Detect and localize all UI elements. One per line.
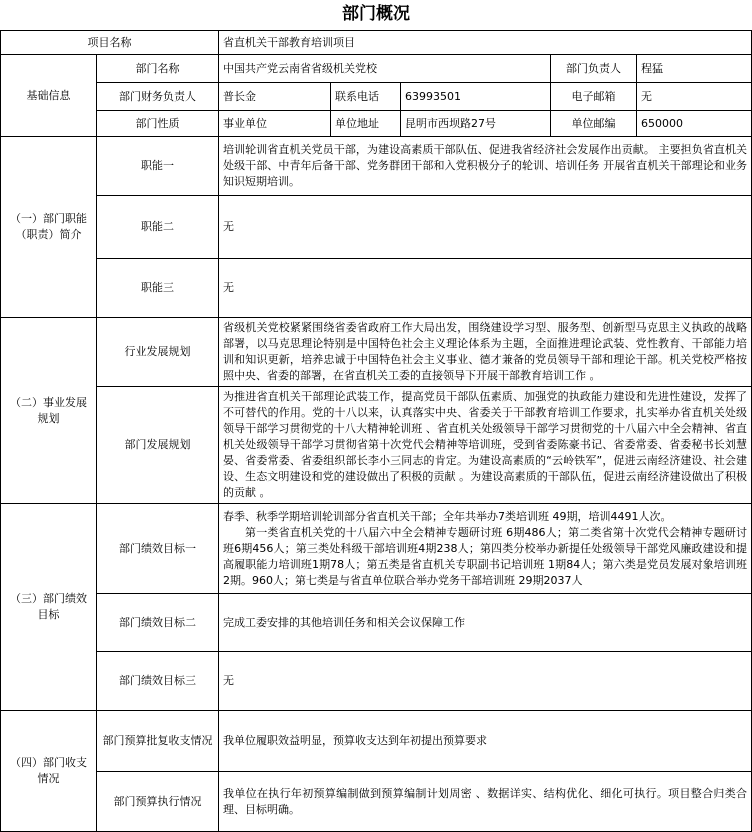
dept-plan-label: 部门发展规划: [97, 387, 219, 504]
function-1-label: 职能一: [97, 137, 219, 196]
address-value: 昆明市西坝路27号: [401, 111, 551, 137]
industry-plan-text: 省级机关党校紧紧围绕省委省政府工作大局出发，围绕建设学习型、服务型、创新型马克思主义执政的战略部署，以马克思理论特别是中国特色社会主义理论体系为主题，全面推进理论武装、党性教育、干部能力培训和知识更新，培养忠诚于中国特色社会主义事业、德才兼备的党员领导干部和理论干部。机关党校严格按照中央、省委的部署，在省直机关工委的直接领导下开展干部教育培训工作 。: [219, 318, 752, 387]
phone-value: 63993501: [401, 83, 551, 111]
budget-row-2: [1, 772, 752, 832]
goal-1-label: 部门绩效目标一: [97, 504, 219, 594]
dept-head-value: 程猛: [637, 55, 752, 83]
plans-section-label: （二）事业发展规划: [1, 318, 97, 504]
function-2-text: 无: [219, 196, 752, 259]
function-3-text: 无: [219, 259, 752, 318]
goal-3-label: 部门绩效目标三: [97, 652, 219, 711]
goal-row-1: [1, 504, 752, 594]
goal-1-text: [219, 504, 752, 594]
budget-row-1: [1, 711, 752, 772]
email-value: 无: [637, 83, 752, 111]
dept-name-value: 中国共产党云南省省级机关党校: [219, 55, 551, 83]
goal-row-3: [1, 652, 752, 711]
finance-head-value: 普长金: [219, 83, 331, 111]
project-row: [1, 31, 752, 55]
goal-2-label: 部门绩效目标二: [97, 594, 219, 652]
plan-row-2: [1, 387, 752, 504]
budget-approve-label: 部门预算批复收支情况: [97, 711, 219, 772]
functions-section-label: （一）部门职能（职责）简介: [1, 137, 97, 318]
goal-1-line-2: 第一类省直机关党的十八届六中全会精神专题研讨班 6期486人；第二类省第十次党代会精神专题研讨班6期456人；第三类处科级干部培训班4期238人；第四类分校举办新提任处级领导干部党风廉政建设和提高履职能力培训班1期78人；第五类是省直机关专职副书记培训班 1期84人；第六类是党员发展对象培训班2期。960人；第七类是与省直单位联合举办党务干部培训班 29期2037人: [223, 525, 748, 587]
basic-row-3: [1, 111, 752, 137]
basic-info-label: 基础信息: [1, 55, 97, 137]
goal-3-text: 无: [219, 652, 752, 711]
budget-approve-text: 我单位履职效益明显，预算收支达到年初提出预算要求: [219, 711, 752, 772]
dept-name-label: 部门名称: [97, 55, 219, 83]
dept-nature-label: 部门性质: [97, 111, 219, 137]
function-row-1: [1, 137, 752, 196]
plan-row-1: [1, 318, 752, 387]
goal-1-line-1: 春季、秋季学期培训轮训部分省直机关干部；全年共举办7类培训班 49期，培训4491人次。: [223, 509, 672, 523]
dept-nature-value: 事业单位: [219, 111, 331, 137]
goal-row-2: [1, 594, 752, 652]
page-title: 部门概况: [342, 4, 410, 24]
function-row-2: [1, 196, 752, 259]
function-1-text: 培训轮训省直机关党员干部，为建设高素质干部队伍、促进我省经济社会发展作出贡献。 主要担负省直机关处级干部、中青年后备干部、党务群团干部和入党积极分子的轮训、培训任务 开展省直机关干部理论和业务知识短期培训。: [219, 137, 752, 196]
dept-overview-table: [0, 30, 752, 832]
function-3-label: 职能三: [97, 259, 219, 318]
basic-row-1: [1, 55, 752, 83]
email-label: 电子邮箱: [551, 83, 637, 111]
address-label: 单位地址: [331, 111, 401, 137]
project-name-label: 项目名称: [1, 31, 219, 55]
budget-exec-text: 我单位在执行年初预算编制做到预算编制计划周密 、数据详实、结构优化、细化可执行。项目整合归类合理、目标明确。: [219, 772, 752, 832]
dept-head-label: 部门负责人: [551, 55, 637, 83]
goals-section-label: （三）部门绩效目标: [1, 504, 97, 711]
finance-head-label: 部门财务负责人: [97, 83, 219, 111]
postcode-label: 单位邮编: [551, 111, 637, 137]
dept-plan-text: 为推进省直机关干部理论武装工作，提高党员干部队伍素质、加强党的执政能力建设和先进性建设，发挥了不可替代的作用。党的十八以来，认真落实中央、省委关于干部教育培训工作要求，扎实举办省直机关处级领导干部学习贯彻党的十八大精神轮训班 、省直机关处级领导干部学习贯彻党的十八届六中全会精神、省直机关处级领导干部学习贯彻省第十次党代会精神等培训班，受到省委陈豪书记、省委常委、省委秘书长刘慧晏、省委常委、省委组织部长李小三同志的肯定。为建设高素质的“云岭铁军”，促进云南经济建设、社会建设、生态文明建设和党的建设做出了积极的贡献 。为建设高素质的干部队伍，促进云南经济建设做出了积极的贡献 。: [219, 387, 752, 504]
function-2-label: 职能二: [97, 196, 219, 259]
phone-label: 联系电话: [331, 83, 401, 111]
postcode-value: 650000: [637, 111, 752, 137]
budget-section-label: （四）部门收支情况: [1, 711, 97, 832]
basic-row-2: [1, 83, 752, 111]
project-name-value: 省直机关干部教育培训项目: [219, 31, 752, 55]
function-row-3: [1, 259, 752, 318]
goal-2-text: 完成工委安排的其他培训任务和相关会议保障工作: [219, 594, 752, 652]
budget-exec-label: 部门预算执行情况: [97, 772, 219, 832]
industry-plan-label: 行业发展规划: [97, 318, 219, 387]
